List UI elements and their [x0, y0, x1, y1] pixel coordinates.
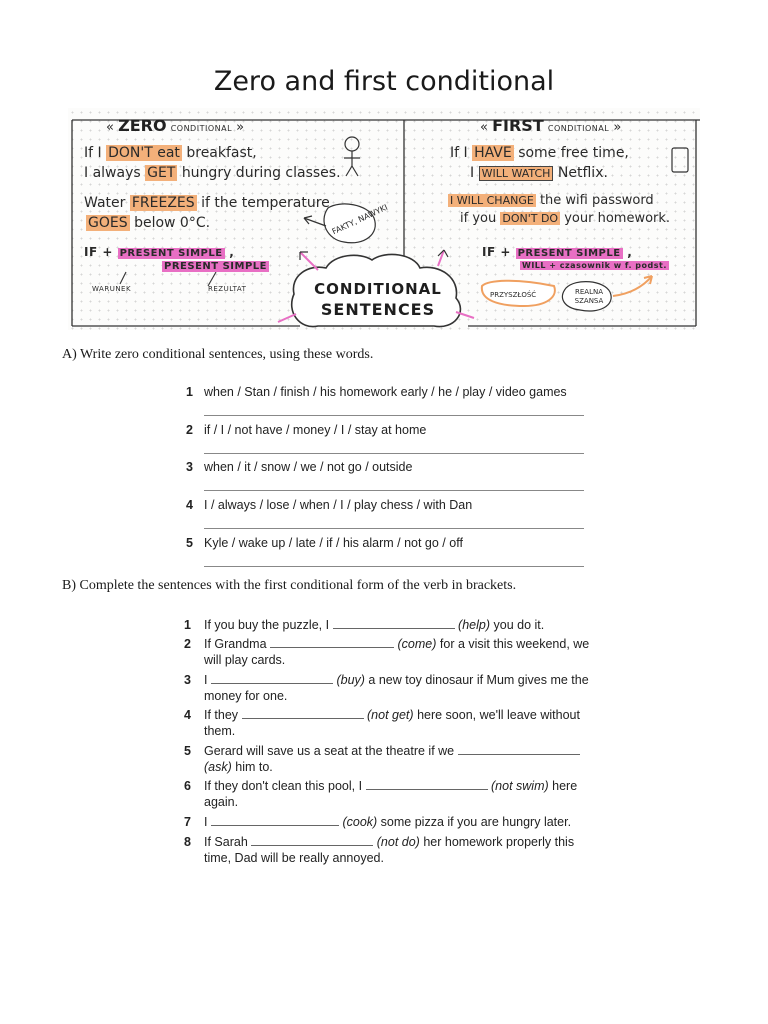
- cloud-title-line-1: CONDITIONAL: [314, 280, 442, 298]
- zero-example-line-3: Water FREEZES if the temperature: [84, 195, 330, 211]
- zero-formula-line-1: IF + PRESENT SIMPLE ,: [84, 245, 235, 259]
- answer-blank[interactable]: [242, 708, 364, 719]
- warunek-label: WARUNEK: [92, 285, 132, 293]
- rezultat-label: REZULTAT: [208, 285, 247, 293]
- first-formula-line-2: WILL + czasownik w f. podst.: [522, 261, 667, 270]
- part-a-instruction: A) Write zero conditional sentences, using these words.: [62, 347, 374, 362]
- realna-szansa-label: REALNA SZANSA: [574, 288, 604, 305]
- answer-line[interactable]: [204, 453, 584, 454]
- zero-example-line-2: I always GET hungry during classes.: [84, 165, 341, 181]
- przyszlosc-label: PRZYSZŁOŚĆ: [490, 291, 537, 299]
- answer-blank[interactable]: [270, 637, 394, 648]
- zero-example-line-1: If I DON'T eat breakfast,: [84, 145, 257, 161]
- zero-example-line-4: GOES below 0°C.: [88, 215, 211, 231]
- answer-line[interactable]: [204, 528, 584, 529]
- answer-blank[interactable]: [366, 779, 488, 790]
- answer-blank[interactable]: [211, 673, 333, 684]
- part-b-instruction: B) Complete the sentences with the first conditional form of the verb in brackets.: [62, 578, 517, 593]
- first-example-line-4: if you DON'T DO your homework.: [460, 211, 671, 226]
- first-example-line-3: I WILL CHANGE the wifi password: [450, 193, 654, 208]
- answer-blank[interactable]: [251, 835, 373, 846]
- answer-line[interactable]: [204, 490, 584, 491]
- first-heading: « FIRST CONDITIONAL »: [480, 116, 622, 135]
- sketchnote-illustration: [68, 108, 700, 330]
- fakty-note: FAKTY, NAWYKI: [330, 202, 390, 237]
- first-example-line-2: I WILL WATCH Netflix.: [470, 165, 608, 181]
- answer-line[interactable]: [204, 415, 584, 416]
- page-title: Zero and first conditional: [213, 66, 555, 97]
- cloud-title-line-2: SENTENCES: [320, 300, 436, 319]
- first-formula-line-1: IF + PRESENT SIMPLE ,: [482, 245, 633, 259]
- answer-blank[interactable]: [211, 815, 339, 826]
- zero-heading: « ZERO CONDITIONAL »: [106, 116, 245, 135]
- answer-blank[interactable]: [458, 744, 580, 755]
- answer-line[interactable]: [204, 566, 584, 567]
- answer-blank[interactable]: [333, 618, 455, 629]
- first-example-line-1: If I HAVE some free time,: [450, 145, 629, 161]
- zero-formula-line-2: PRESENT SIMPLE: [164, 261, 267, 272]
